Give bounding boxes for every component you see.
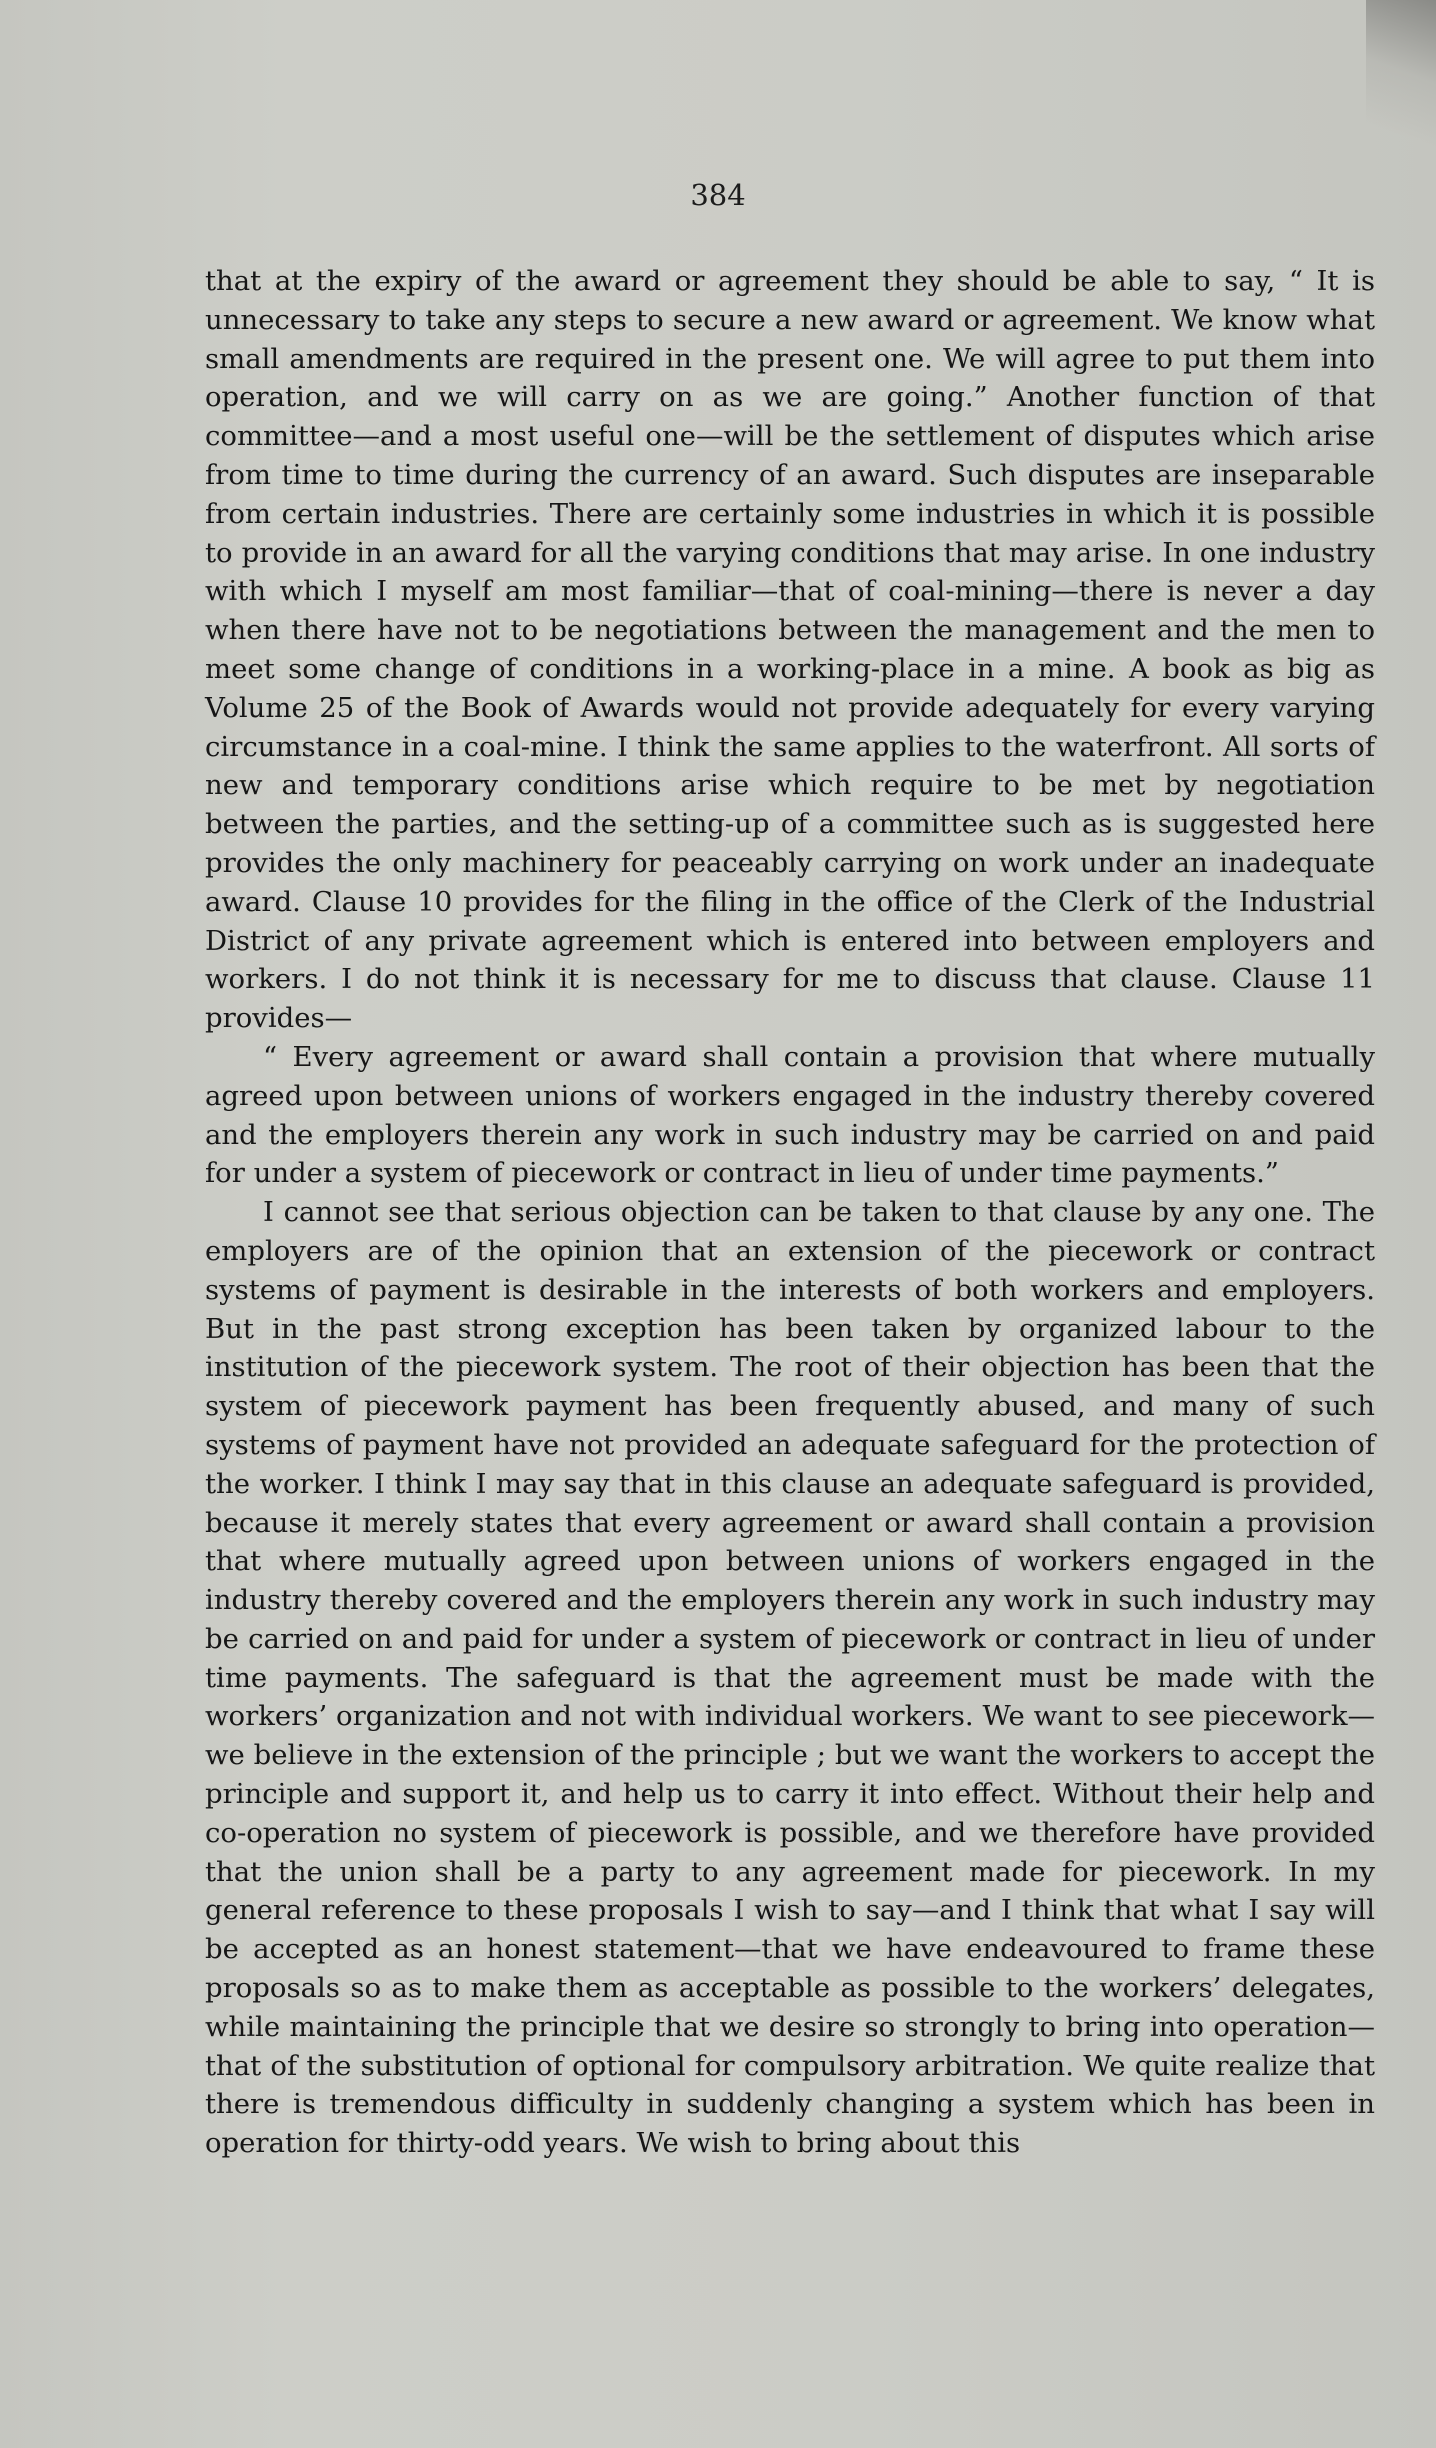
body-text (205, 262, 1375, 2163)
paragraph: that at the expiry of the award or agreement they should be able to say, “ It is unnecessary to take any steps to secure a new award or agreement. We know what small amendments are required in the present one. We will agree to put them into operation, and we will carry on as we are going.” Another function of that committee—and a most useful one—will be the settlement of disputes which arise from time to time during the currency of an award. Such disputes are inseparable from certain industries. There are certainly some industries in which it is possible to provide in an award for all the varying conditions that may arise. In one industry with which I myself am most familiar—that of coal-mining—there is never a day when there have not to be negotiations between the management and the men to meet some change of conditions in a working-place in a mine. A book as big as Volume 25 of the Book of Awards would not provide adequately for every varying circumstance in a coal-mine. I think the same applies to the waterfront. All sorts of new and temporary conditions arise which require to be met by negotiation between the parties, and the setting-up of a committee such as is suggested here provides the only machinery for peaceably carrying on work under an inadequate award. Clause 10 provides for the filing in the office of the Clerk of the Industrial District of any private agreement which is entered into between employers and workers. I do not think it is necessary for me to discuss that clause. Clause 11 provides— (205, 265, 1375, 1035)
page-corner-shadow (1366, 0, 1436, 160)
quoted-clause-paragraph: “ Every agreement or award shall contain a provision that where mutually agreed upon between unions of workers engaged in the industry thereby covered and the employers therein any work in such industry may be carried on and paid for under a system of piecework or contract in lieu of under time payments.” (205, 1040, 1375, 1190)
paragraph: I cannot see that serious objection can be taken to that clause by any one. The employers are of the opinion that an extension of the piecework or contract systems of payment is desirable in the interests of both workers and employers. But in the past strong exception has been taken by organized labour to the institution of the piecework system. The root of their objection has been that the system of piecework payment has been frequently abused, and many of such systems of payment have not provided an adequate safeguard for the protection of the worker. I think I may say that in this clause an adequate safeguard is provided, because it merely states that every agreement or award shall contain a provision that where mutually agreed upon between unions of workers engaged in the industry thereby covered and the employers therein any work in such industry may be carried on and paid for under a system of piecework or contract in lieu of under time payments. The safeguard is that the agreement must be made with the workers’ organization and not with individual workers. We want to see piecework—we believe in the extension of the principle ; but we want the workers to accept the principle and support it, and help us to carry it into effect. Without their help and co-operation no system of piecework is possible, and we therefore have provided that the union shall be a party to any agreement made for piecework. In my general reference to these proposals I wish to say—and I think that what I say will be accepted as an honest statement—that we have endeavoured to frame these proposals so as to make them as acceptable as possible to the workers’ delegates, while maintaining the principle that we desire so strongly to bring into operation—that of the substitution of optional for compulsory arbitration. We quite realize that there is tremendous difficulty in suddenly changing a system which has been in operation for thirty-odd years. We wish to bring about this (205, 1196, 1375, 2160)
page-number: 384 (690, 178, 746, 212)
